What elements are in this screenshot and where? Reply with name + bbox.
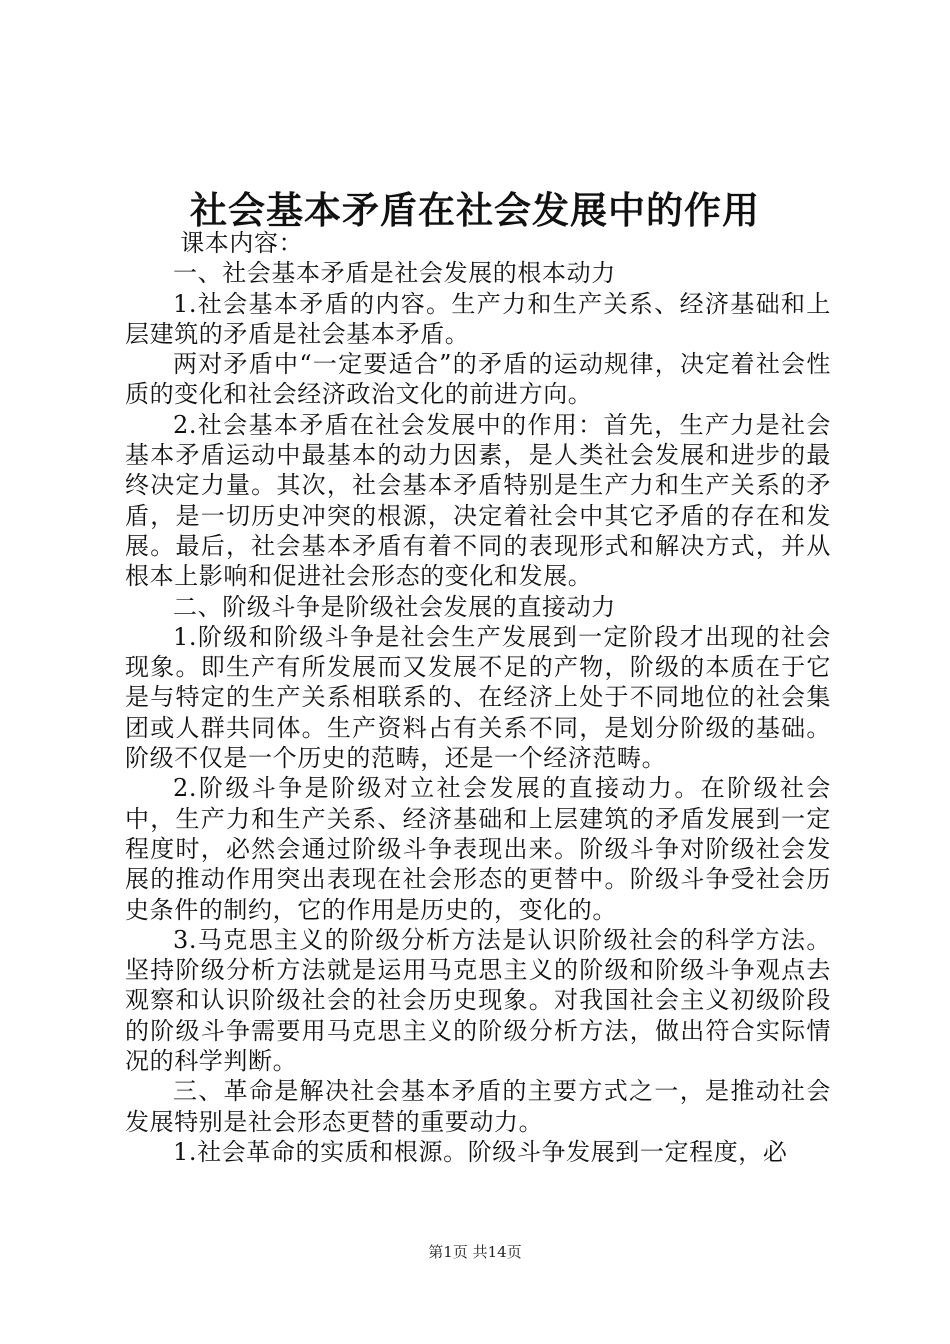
document-title: 社会基本矛盾在社会发展中的作用 bbox=[190, 188, 760, 232]
paragraph: 3.马克思主义的阶级分析方法是认识阶级社会的科学方法。坚持阶级分析方法就是运用马克思主义的阶级和阶级斗争观点去观察和认识阶级社会的社会历史现象。对我国社会主义初级阶段的阶级斗争需要用马克思主义的阶级分析方法，做出符合实际情况的科学判断。 bbox=[125, 925, 831, 1076]
paragraph: 1.社会革命的实质和根源。阶级斗争发展到一定程度，必 bbox=[173, 1137, 788, 1166]
section-heading-3: 三、革命是解决社会基本矛盾的主要方式之一，是推动社会发展特别是社会形态更替的重要动力。 bbox=[125, 1077, 831, 1136]
paragraph: 2.阶级斗争是阶级对立社会发展的直接动力。在阶级社会中，生产力和生产关系、经济基础和上层建筑的矛盾发展到一定程度时，必然会通过阶级斗争表现出来。阶级斗争对阶级社会发展的推动作用突出表现在社会形态的更替中。阶级斗争受社会历史条件的制约，它的作用是历史的，变化的。 bbox=[125, 774, 831, 924]
section-heading-1: 一、社会基本矛盾是社会发展的根本动力 bbox=[173, 259, 616, 288]
paragraph: 1.社会基本矛盾的内容。生产力和生产关系、经济基础和上层建筑的矛盾是社会基本矛盾。 bbox=[125, 289, 831, 348]
paragraph-course-content: 课本内容： bbox=[180, 229, 304, 257]
section-heading-2: 二、阶级斗争是阶级社会发展的直接动力 bbox=[173, 592, 616, 621]
paragraph: 2.社会基本矛盾在社会发展中的作用：首先，生产力是社会基本矛盾运动中最基本的动力因素，是人类社会发展和进步的最终决定力量。其次，社会基本矛盾特别是生产力和生产关系的矛盾，是一切历史冲突的根源，决定着社会中其它矛盾的存在和发展。最后，社会基本矛盾有着不同的表现形式和解决方式，并从根本上影响和促进社会形态的变化和发展。 bbox=[125, 410, 831, 591]
document-body bbox=[125, 228, 831, 1167]
page-footer: 第1页 共14页 bbox=[428, 1243, 522, 1261]
paragraph: 两对矛盾中“一定要适合”的矛盾的运动规律，决定着社会性质的变化和社会经济政治文化的前进方向。 bbox=[125, 350, 831, 409]
paragraph: 1.阶级和阶级斗争是社会生产发展到一定阶段才出现的社会现象。即生产有所发展而又发展不足的产物，阶级的本质在于它是与特定的生产关系相联系的、在经济上处于不同地位的社会集团或人群共同体。生产资料占有关系不同，是划分阶级的基础。阶级不仅是一个历史的范畴，还是一个经济范畴。 bbox=[125, 622, 831, 773]
